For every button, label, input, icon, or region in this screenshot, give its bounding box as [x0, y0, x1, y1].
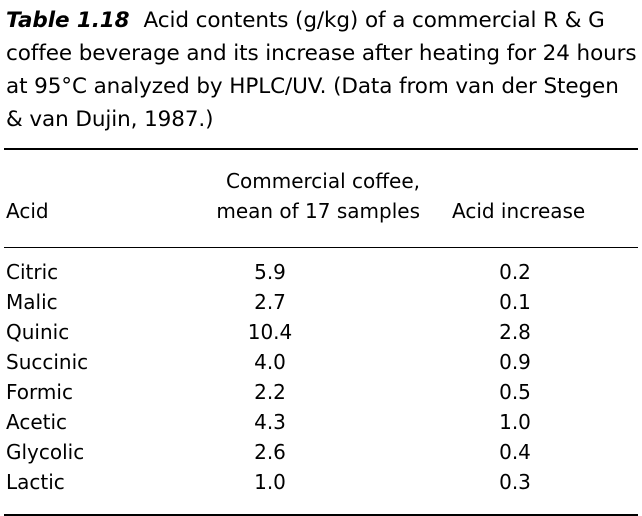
- cell-acid: Glycolic: [6, 440, 85, 464]
- cell-acid: Citric: [6, 260, 59, 284]
- cell-commercial: 10.4: [247, 320, 293, 344]
- cell-acid: Malic: [6, 290, 58, 314]
- cell-commercial: 1.0: [254, 470, 286, 494]
- table-row: [0, 377, 642, 407]
- table-row: [0, 407, 642, 437]
- cell-commercial: 2.7: [254, 290, 286, 314]
- caption-text: Acid contents (g/kg) of a commercial R & G coffee beverage and its increase after heating for 24 hours at 95°C analyzed by HPLC/UV. (Data from van der Stegen & van Dujin, 1987.): [6, 8, 637, 132]
- cell-increase: 2.8: [499, 320, 531, 344]
- table-top-rule: [4, 148, 638, 150]
- table-header-rule: [4, 247, 638, 248]
- cell-increase: 0.5: [499, 380, 531, 404]
- cell-increase: 0.1: [499, 290, 531, 314]
- cell-acid: Acetic: [6, 410, 68, 434]
- table-row: [0, 287, 642, 317]
- header-acid: Acid: [6, 199, 49, 223]
- table-caption: [6, 4, 638, 136]
- table-row: [0, 317, 642, 347]
- header-acid-increase: Acid increase: [452, 199, 586, 223]
- cell-increase: 0.2: [499, 260, 531, 284]
- cell-increase: 0.9: [499, 350, 531, 374]
- cell-acid: Quinic: [6, 320, 70, 344]
- cell-acid: Lactic: [6, 470, 65, 494]
- cell-commercial: 2.6: [254, 440, 286, 464]
- cell-commercial: 4.3: [254, 410, 286, 434]
- cell-increase: 1.0: [499, 410, 531, 434]
- cell-increase: 0.4: [499, 440, 531, 464]
- header-commercial-coffee: [160, 166, 420, 226]
- table-row: [0, 437, 642, 467]
- table-label: Table 1.18: [6, 8, 130, 33]
- cell-commercial: 4.0: [254, 350, 286, 374]
- cell-increase: 0.3: [499, 470, 531, 494]
- cell-commercial: 5.9: [254, 260, 286, 284]
- header-commercial-line1: Commercial coffee,: [226, 169, 420, 193]
- cell-commercial: 2.2: [254, 380, 286, 404]
- table-row: [0, 347, 642, 377]
- cell-acid: Formic: [6, 380, 73, 404]
- table-row: [0, 257, 642, 287]
- cell-acid: Succinic: [6, 350, 89, 374]
- table-row: [0, 467, 642, 497]
- header-commercial-line2: mean of 17 samples: [216, 199, 420, 223]
